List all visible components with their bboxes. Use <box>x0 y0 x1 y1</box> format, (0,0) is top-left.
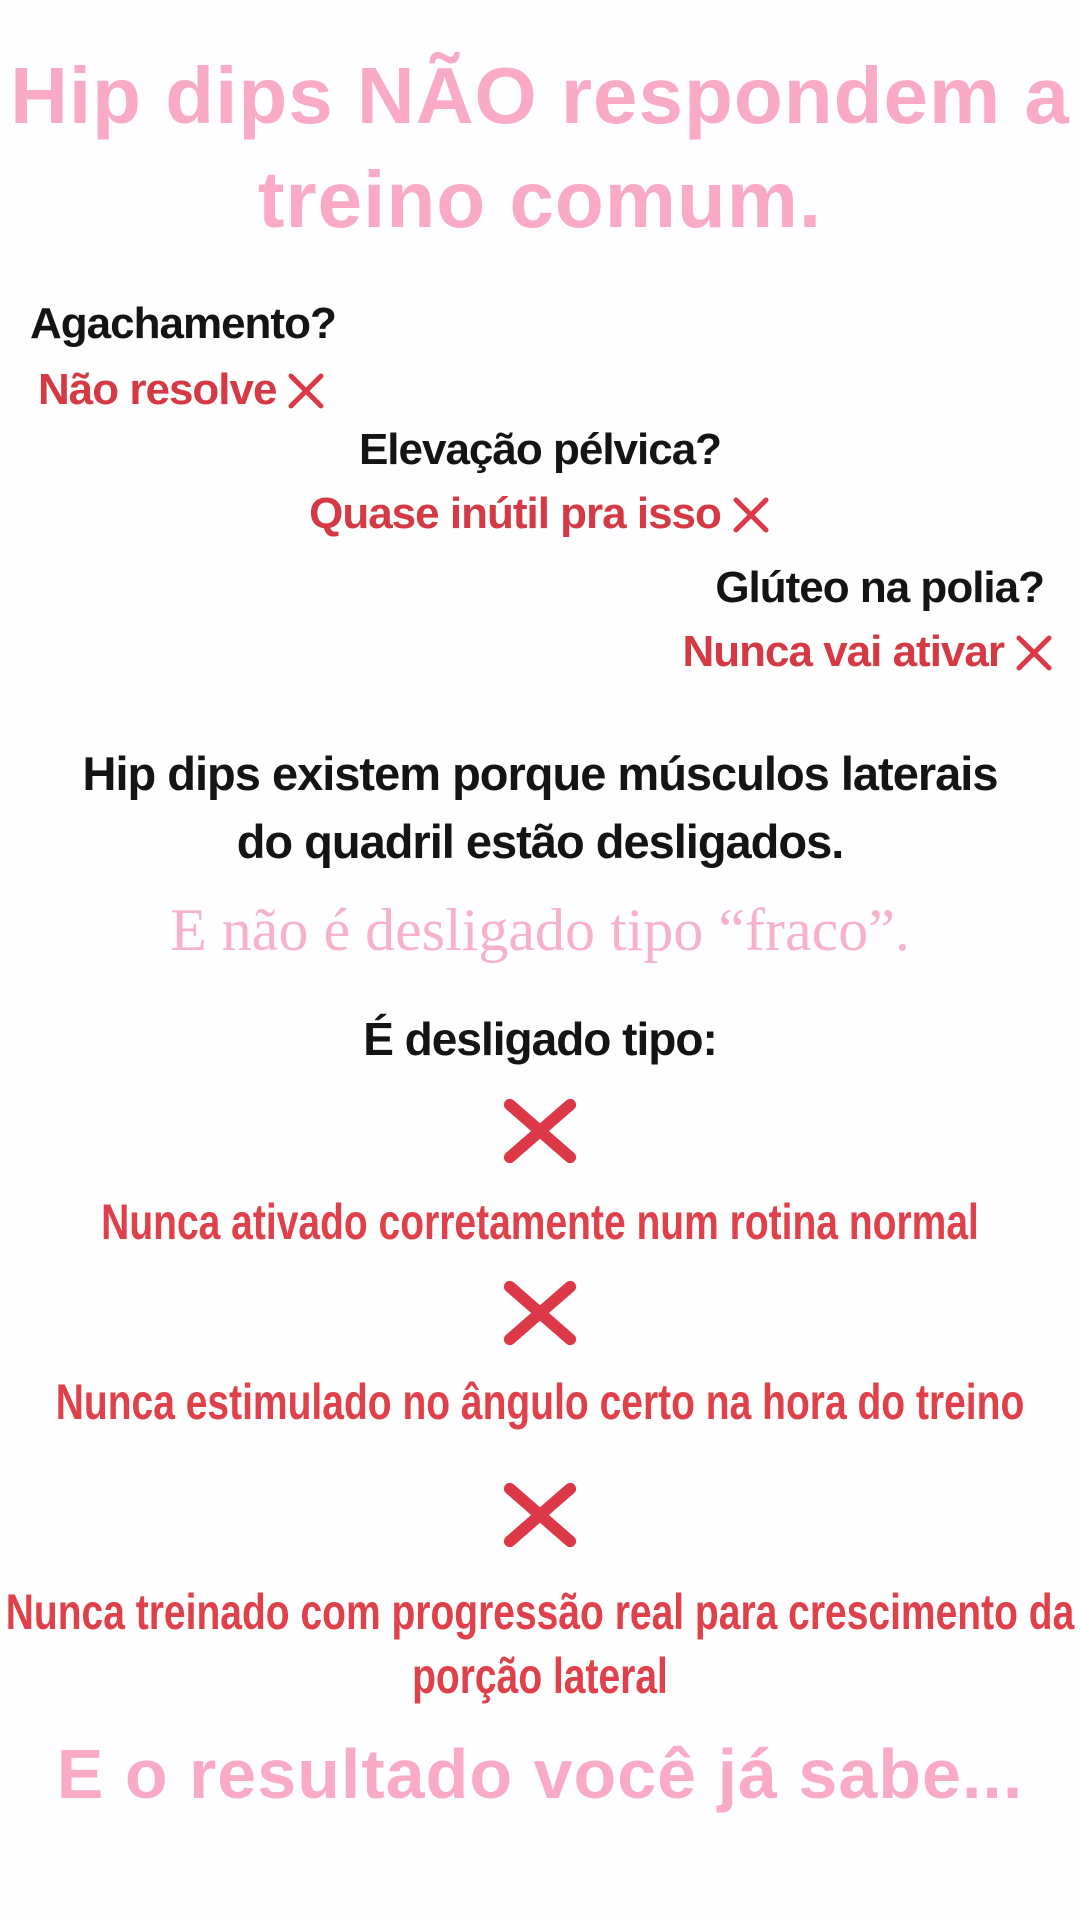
question-agachamento: Agachamento? <box>30 299 336 348</box>
x-mark-large-icon <box>0 1098 1080 1169</box>
footer-text: E o resultado você já sabe... <box>56 1735 1024 1813</box>
answer-agachamento <box>38 366 326 414</box>
answer-gluteo <box>0 628 1080 676</box>
answer-agachamento-text: Não resolve <box>38 365 277 414</box>
question-gluteo: Glúteo na polia? <box>715 563 1044 612</box>
x-mark-large-icon <box>0 1280 1080 1351</box>
statement-line-1: Hip dips existem porque músculos laterais <box>82 747 998 800</box>
answer-elevacao-text: Quase inútil pra isso <box>309 489 721 538</box>
list-item-1: Nunca ativado corretamente num rotina normal <box>101 1194 979 1250</box>
serif-note: E não é desligado tipo “fraco”. <box>170 897 910 963</box>
list-item-2: Nunca estimulado no ângulo certo na hora do treino <box>55 1374 1025 1430</box>
question-elevacao: Elevação pélvica? <box>358 425 722 474</box>
title-line-2: treino comum. <box>257 155 823 244</box>
list-item-3-line-1: Nunca treinado com progressão real para crescimento da <box>5 1584 1075 1640</box>
x-mark-large-icon <box>0 1482 1080 1553</box>
x-mark-icon <box>731 496 771 534</box>
title-line-1: Hip dips NÃO respondem a <box>10 51 1070 140</box>
answer-elevacao <box>0 490 1080 538</box>
x-mark-icon <box>286 372 326 410</box>
answer-gluteo-text: Nunca vai ativar <box>682 627 1004 676</box>
list-item-3 <box>6 1580 1075 1708</box>
page-title <box>0 44 1080 252</box>
list-item-3-line-2: porção lateral <box>412 1648 668 1704</box>
x-mark-icon <box>1014 634 1054 672</box>
statement-line-2: do quadril estão desligados. <box>236 815 844 868</box>
list-intro: É desligado tipo: <box>363 1013 717 1065</box>
